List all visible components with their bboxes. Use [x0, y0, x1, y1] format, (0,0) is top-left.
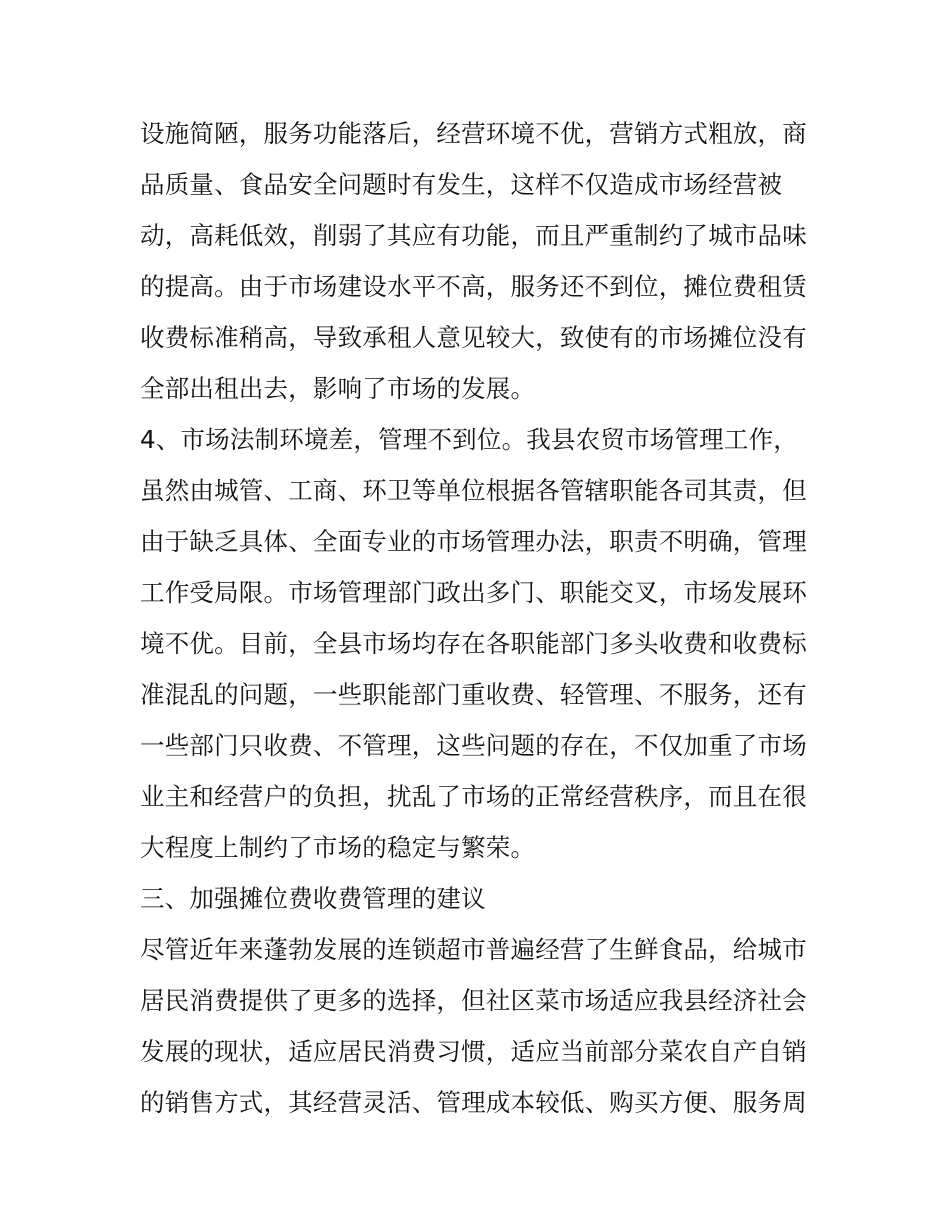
text-line: 的销售方式，其经营灵活、管理成本较低、购买方便、服务周	[140, 1088, 807, 1117]
text-line: 动，高耗低效，削弱了其应有功能，而且严重制约了城市品味	[140, 221, 807, 250]
body-text	[140, 108, 830, 1128]
text-line: 业主和经营户的负担，扰乱了市场的正常经营秩序，而且在很	[140, 782, 807, 811]
text-line: 居民消费提供了更多的选择，但社区菜市场适应我县经济社会	[140, 986, 807, 1015]
text-line: 准混乱的问题，一些职能部门重收费、轻管理、不服务，还有	[140, 680, 807, 709]
text-line: 虽然由城管、工商、环卫等单位根据各管辖职能各司其责，但	[140, 476, 807, 505]
text-line: 境不优。目前，全县市场均存在各职能部门多头收费和收费标	[140, 629, 807, 658]
list-item-4-heading: 4、市场法制环境差，管理不到位。我县农贸市场管理工作，	[140, 425, 798, 454]
section-heading: 三、加强摊位费收费管理的建议	[140, 884, 486, 913]
text-line: 全部出租出去，影响了市场的发展。	[140, 374, 536, 403]
text-line: 工作受局限。市场管理部门政出多门、职能交叉，市场发展环	[140, 578, 807, 607]
text-line: 品质量、食品安全问题时有发生，这样不仅造成市场经营被	[140, 170, 783, 199]
text-line: 发展的现状，适应居民消费习惯，适应当前部分菜农自产自销	[140, 1037, 807, 1066]
text-line: 大程度上制约了市场的稳定与繁荣。	[140, 833, 536, 862]
text-line: 设施简陋，服务功能落后，经营环境不优，营销方式粗放，商	[140, 119, 807, 148]
text-line: 由于缺乏具体、全面专业的市场管理办法，职责不明确，管理	[140, 527, 807, 556]
text-line: 的提高。由于市场建设水平不高，服务还不到位，摊位费租赁	[140, 272, 807, 301]
text-line: 一些部门只收费、不管理，这些问题的存在，不仅加重了市场	[140, 731, 807, 760]
text-line: 尽管近年来蓬勃发展的连锁超市普遍经营了生鲜食品，给城市	[140, 935, 807, 964]
text-line: 收费标准稍高，导致承租人意见较大，致使有的市场摊位没有	[140, 323, 807, 352]
